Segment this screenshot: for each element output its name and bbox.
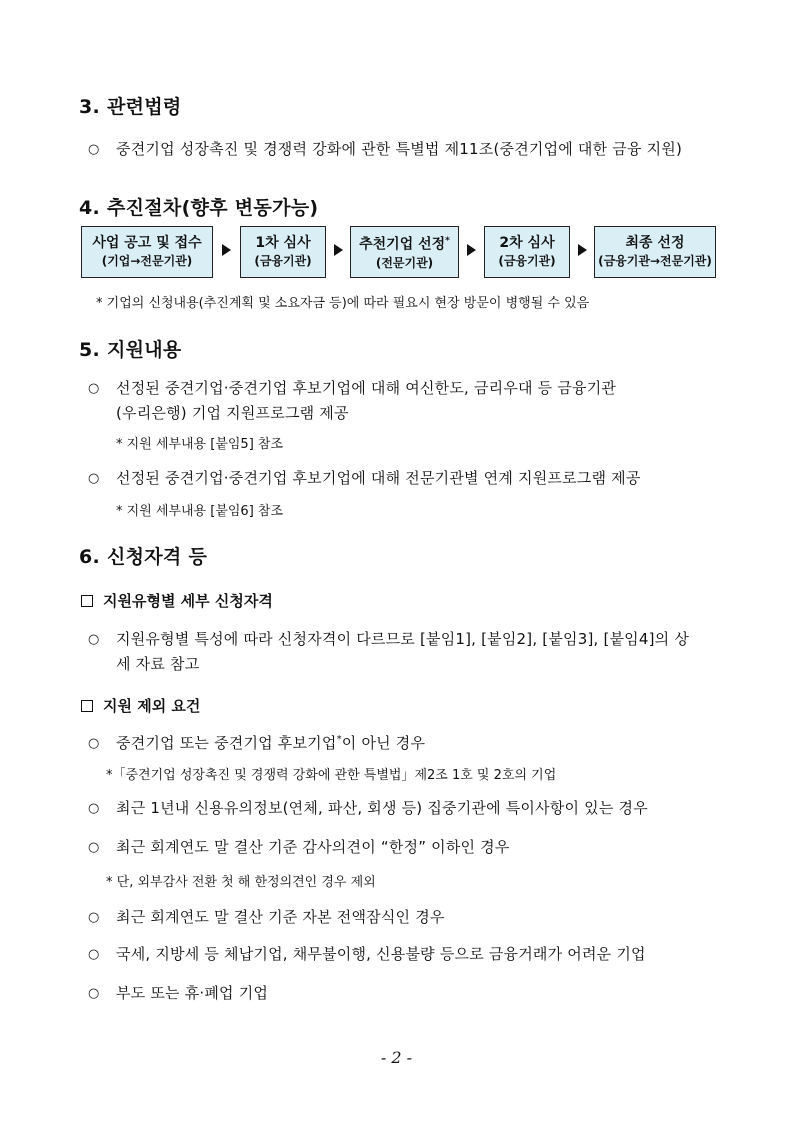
- page-number: - 2 -: [380, 1048, 413, 1067]
- section-4-title: 4. 추진절차(향후 변동가능): [79, 197, 319, 219]
- exclusion-item-4: 최근 회계연도 말 결산 기준 자본 전액잠식인 경우: [116, 908, 445, 926]
- arrow-right-icon: [578, 244, 587, 256]
- eligibility-line-1: 지원유형별 특성에 따라 신청자격이 다르므로 [붙임1], [붙임2], [붙임3], [붙임4]의 상: [116, 630, 690, 648]
- section-5-title: 5. 지원내용: [79, 339, 182, 361]
- step-2-label: 1차 심사: [255, 235, 311, 251]
- exclusion-item-5: 국세, 지방세 등 체납기업, 채무불이행, 신용불량 등으로 금융거래가 어려운 기업: [116, 945, 646, 963]
- bullet-icon: ○: [88, 381, 100, 396]
- bullet-icon: ○: [88, 142, 100, 157]
- exclusion-item-1: 중견기업 또는 중견기업 후보기업*이 아닌 경우: [116, 734, 426, 752]
- bullet-icon: ○: [88, 632, 100, 647]
- step-3-sub: (전문기관): [375, 255, 434, 270]
- section-6-title: 6. 신청자격 등: [79, 546, 208, 568]
- step-1-sub: (기업→전문기관): [101, 254, 193, 268]
- eligibility-line-2: 세 자료 참고: [116, 655, 200, 673]
- exclusion-item-6: 부도 또는 휴·폐업 기업: [116, 984, 269, 1002]
- bullet-icon: ○: [88, 801, 100, 816]
- section-3-title: 3. 관련법령: [79, 96, 182, 118]
- process-step-1: [81, 226, 213, 278]
- process-step-5: [594, 226, 716, 278]
- exclusion-item-3: 최근 회계연도 말 결산 기준 감사의견이 “한정” 이하인 경우: [116, 838, 510, 856]
- support-item-1-note: * 지원 세부내용 [붙임5] 참조: [116, 437, 284, 452]
- step-4-label: 2차 심사: [499, 235, 555, 251]
- bullet-icon: ○: [88, 986, 100, 1001]
- process-note: * 기업의 신청내용(추진계획 및 소요자금 등)에 따라 필요시 현장 방문이 병행될 수 있음: [96, 296, 590, 311]
- support-item-2-note: * 지원 세부내용 [붙임6] 참조: [116, 504, 284, 519]
- subsection-exclusions: 지원 제외 요건: [81, 695, 200, 716]
- process-step-3: [350, 226, 459, 278]
- checkbox-square-icon: [81, 700, 93, 712]
- step-2-sub: (금융기관): [254, 254, 312, 268]
- arrow-right-icon: [334, 244, 343, 256]
- bullet-icon: ○: [88, 947, 100, 962]
- support-item-1-line-2: (우리은행) 기업 지원프로그램 제공: [116, 404, 349, 422]
- process-step-4: [484, 226, 570, 278]
- subsection-eligibility: 지원유형별 세부 신청자격: [81, 590, 273, 611]
- step-5-label: 최종 선정: [625, 235, 685, 251]
- process-step-2: [240, 226, 326, 278]
- bullet-icon: ○: [88, 910, 100, 925]
- arrow-right-icon: [467, 244, 476, 256]
- exclusion-item-2: 최근 1년내 신용유의정보(연체, 파산, 회생 등) 집중기관에 특이사항이 있는 경우: [116, 799, 648, 817]
- checkbox-square-icon: [81, 595, 93, 607]
- bullet-icon: ○: [88, 840, 100, 855]
- exclusion-item-3-note: * 단, 외부감사 전환 첫 해 한정의견인 경우 제외: [106, 875, 376, 890]
- step-3-label: 추천기업 선정*: [359, 236, 450, 253]
- step-1-label: 사업 공고 및 접수: [92, 235, 202, 251]
- law-item: 중견기업 성장촉진 및 경쟁력 강화에 관한 특별법 제11조(중견기업에 대한 금융 지원): [116, 140, 683, 158]
- support-item-2: 선정된 중견기업·중견기업 후보기업에 대해 전문기관별 연계 지원프로그램 제공: [116, 469, 641, 487]
- arrow-right-icon: [222, 244, 231, 256]
- bullet-icon: ○: [88, 471, 100, 486]
- step-4-sub: (금융기관): [498, 254, 556, 268]
- bullet-icon: ○: [88, 736, 100, 751]
- exclusion-item-1-note: *「중견기업 성장촉진 및 경쟁력 강화에 관한 특별법」제2조 1호 및 2호의 기업: [106, 768, 557, 783]
- step-5-sub: (금융기관→전문기관): [598, 254, 712, 268]
- support-item-1-line-1: 선정된 중견기업·중견기업 후보기업에 대해 여신한도, 금리우대 등 금융기관: [116, 379, 617, 397]
